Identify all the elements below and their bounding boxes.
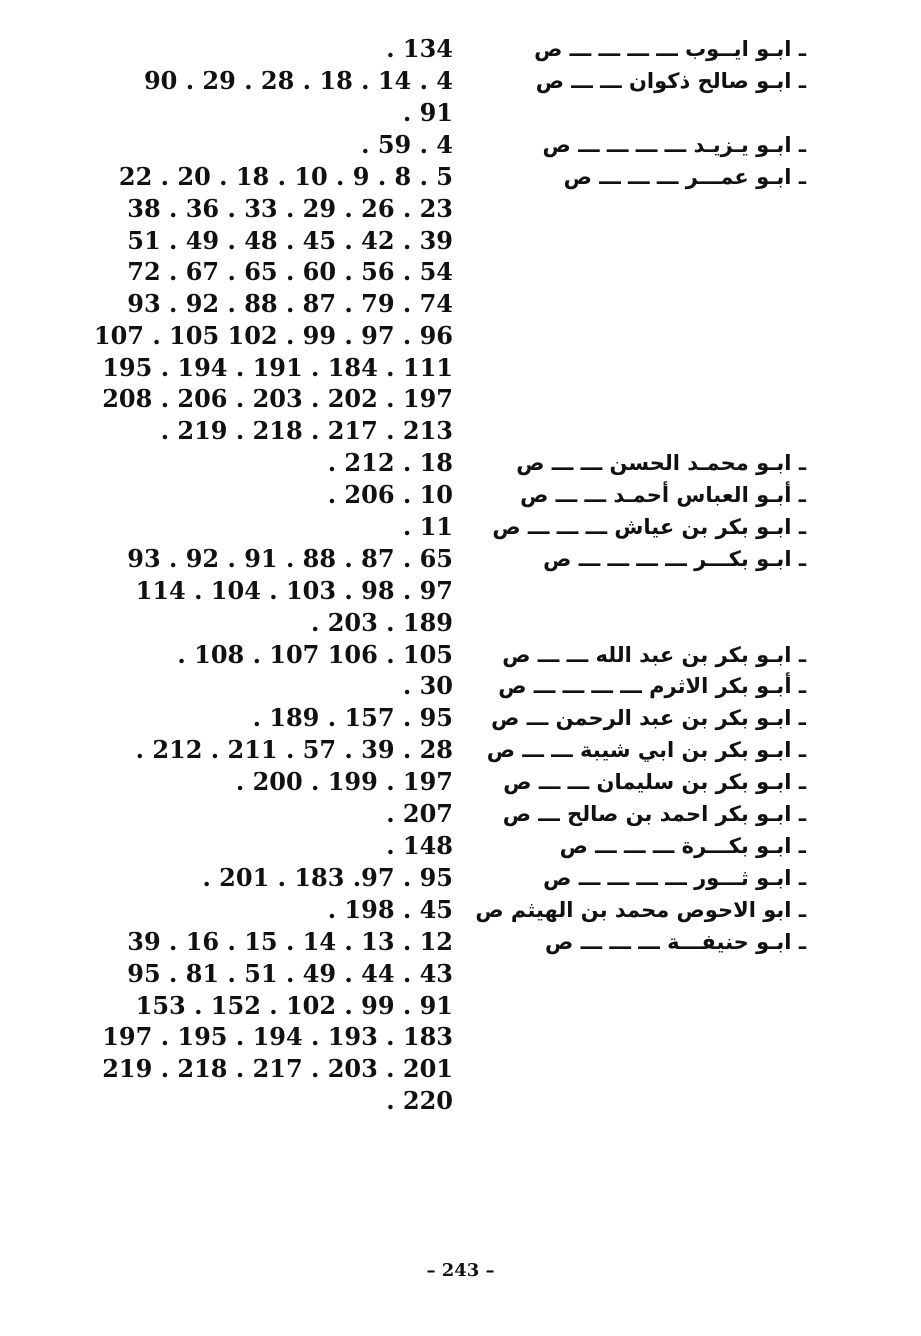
entry-page-refs [90, 129, 453, 161]
entry-name: ـ ابـو عمـــر ـــ ـــ ـــ ص [563, 165, 806, 189]
entry-name: ـ ابـو يـزيـد ـــ ـــ ـــ ـــ ص [542, 133, 806, 157]
entry-page-refs [90, 830, 453, 862]
entry-page-refs [90, 33, 453, 65]
entry-name: ـ ابـو بكر بن عياش ـــ ـــ ـــ ص [492, 515, 806, 539]
entry-name: ـ ابـو ثـــور ـــ ـــ ـــ ـــ ص [543, 866, 806, 890]
page-ref-line: . 108 . 107 106 . 105 [177, 640, 453, 669]
entry-name: ـ ابـو بكر احمد بن صالح ـــ ص [502, 802, 806, 826]
page-ref-line: . 203 . 189 [311, 607, 453, 637]
page-ref-line: . 134 [386, 34, 453, 63]
page-ref-line: . 206 . 10 [327, 480, 453, 509]
entry-name: ـ ابـو بكر بن عبد الرحمن ـــ ص [491, 706, 806, 730]
entry-name: ـ ابـو بكر بن ابي شيبة ـــ ـــ ص [486, 738, 806, 762]
entry-name: ـ ابـو ايــوب ـــ ـــ ـــ ـــ ص [534, 37, 806, 61]
entry-page-refs [90, 161, 453, 447]
page-ref-line: 95 . 81 . 51 . 49 . 44 . 43 [127, 958, 453, 988]
page-ref-line: . 59 . 4 [361, 130, 453, 159]
entry-page-refs [90, 798, 453, 830]
entry-page-refs [90, 926, 453, 1117]
entry-page-refs [90, 894, 453, 926]
page-ref-line: . 91 [402, 97, 453, 127]
page-ref-line: 22 . 20 . 18 . 10 . 9 . 8 . 5 [118, 162, 453, 191]
entry-page-refs [90, 670, 453, 702]
entry-page-refs [90, 511, 453, 543]
page-ref-line: 114 . 104 . 103 . 98 . 97 [135, 575, 453, 605]
page-ref-line: 93 . 92 . 88 . 87 . 79 . 74 [127, 289, 453, 318]
page-ref-line: 107 . 105 102 . 99 . 97 . 96 [93, 320, 453, 350]
entry-name: ـ ابو الاحوص محمد بن الهيثم ص [475, 898, 806, 922]
page-ref-line: . 189 . 157 . 95 [252, 703, 453, 732]
page-ref-line: . 219 . 218 . 217 . 213 [160, 416, 453, 445]
entry-page-refs [90, 862, 453, 894]
page-ref-line: 51 . 49 . 48 . 45 . 42 . 39 [127, 225, 453, 255]
page-ref-line: 72 . 67 . 65 . 60 . 56 . 54 [127, 257, 453, 287]
page-ref-line: . 198 . 45 [327, 895, 453, 924]
page-ref-line: 90 . 29 . 28 . 18 . 14 . 4 [143, 66, 453, 95]
page-ref-line: 38 . 36 . 33 . 29 . 26 . 23 [127, 193, 453, 223]
entry-name: ـ ابـو صالح ذكوان ـــ ـــ ص [535, 69, 806, 93]
page-ref-line: . 212 . 211 . 57 . 39 . 28 [135, 735, 453, 764]
page-number: – 243 – [426, 1260, 495, 1281]
entry-page-refs [90, 479, 453, 511]
page-ref-line: 93 . 92 . 91 . 88 . 87 . 65 [127, 544, 453, 573]
page-ref-line: . 30 [402, 671, 453, 700]
entry-name: ـ ابـو بكـــر ـــ ـــ ـــ ـــ ص [543, 547, 806, 571]
page-ref-line: . 201 . 183 .97 . 95 [202, 863, 453, 892]
entry-page-refs [90, 766, 453, 798]
entry-name: ـ ابـو بكـــرة ـــ ـــ ـــ ص [559, 834, 806, 858]
entry-name: ـ ابـو بكر بن سليمان ـــ ـــ ص [503, 770, 806, 794]
page-ref-line: . 212 . 18 [327, 448, 453, 477]
entry-page-refs [90, 639, 453, 671]
page-ref-line: . 148 [386, 831, 453, 860]
page-ref-line: 153 . 152 . 102 . 99 . 91 [135, 990, 453, 1020]
entry-name: ـ أبـو العباس أحمـد ـــ ـــ ص [520, 483, 806, 507]
entry-page-refs [90, 543, 453, 638]
entry-name: ـ ابـو محمـد الحسن ـــ ـــ ص [516, 451, 806, 475]
entry-page-refs [90, 702, 453, 734]
page-ref-line: 39 . 16 . 15 . 14 . 13 . 12 [127, 927, 453, 956]
page-ref-line: . 220 [386, 1085, 453, 1115]
page-ref-line: 219 . 218 . 217 . 203 . 201 [102, 1054, 453, 1083]
page-ref-line: 197 . 195 . 194 . 193 . 183 [102, 1022, 453, 1052]
entry-name: ـ أبـو بكر الاثرم ـــ ـــ ـــ ـــ ص [498, 674, 806, 698]
page-ref-line: . 200 . 199 . 197 [235, 767, 453, 796]
page-ref-line: 208 . 206 . 203 . 202 . 197 [102, 384, 453, 414]
page-ref-line: 195 . 194 . 191 . 184 . 111 [102, 352, 453, 382]
entry-name: ـ ابـو بكر بن عبد الله ـــ ـــ ص [502, 643, 806, 667]
page-ref-line: . 207 [386, 799, 453, 828]
entry-page-refs [90, 447, 453, 479]
entry-page-refs [90, 734, 453, 766]
entry-name: ـ ابـو حنيفـــة ـــ ـــ ـــ ص [545, 930, 806, 954]
page-ref-line: . 11 [402, 512, 453, 541]
entry-page-refs [90, 65, 453, 129]
